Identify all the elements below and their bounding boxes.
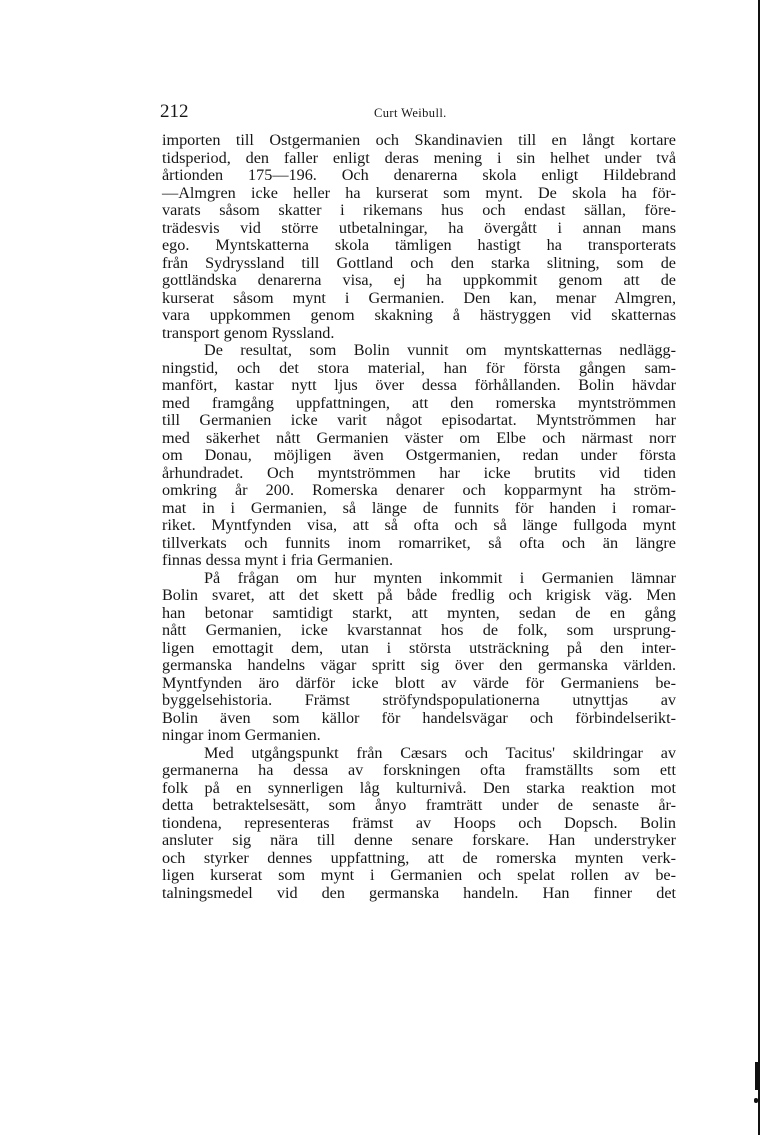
text-line: detta betraktelsesätt, som ånyo framträtt under de senaste år- [162, 796, 676, 814]
text-line: ligen emottagit dem, utan i största utsträckning på den inter- [162, 638, 676, 657]
text-line: —Almgren icke heller ha kurserat som mynt. De skola ha för- [162, 183, 676, 202]
text-line: och styrker dennes uppfattning, att de romerska mynten verk- [162, 848, 676, 867]
scan-edge-mark [754, 1098, 758, 1103]
paragraph [162, 745, 676, 903]
paragraph [162, 132, 676, 342]
running-head: Curt Weibull. [374, 106, 447, 120]
page-number: 212 [160, 101, 189, 122]
text-line: Bolin svaret, att det skett på både fredlig och krigisk väg. Men [162, 586, 676, 604]
text-line: På frågan om hur mynten inkommit i Germanien lämnar [204, 568, 676, 587]
text-line: om Donau, möjligen även Ostgermanien, redan under första [162, 446, 676, 464]
text-line: folk på en synnerligen låg kulturnivå. Den starka reaktion mot [162, 778, 676, 797]
text-line: byggelsehistoria. Främst ströfyndspopulationerna utnyttjas av [162, 691, 676, 709]
text-line: ningstid, och det stora material, han för första gången sam- [162, 358, 676, 377]
body-text [162, 132, 676, 902]
text-line: århundradet. Och myntströmmen har icke brutits vid tiden [162, 463, 676, 482]
text-line: ansluter sig nära till denne senare forskare. Han understryker [162, 831, 676, 849]
text-line: omkring år 200. Romerska denarer och kopparmynt ha ström- [162, 481, 676, 499]
text-line: De resultat, som Bolin vunnit om myntskatternas nedlägg- [204, 341, 676, 359]
text-line: trädesvis vid större utbetalningar, ha övergått i annan mans [162, 218, 676, 237]
text-line: transport genom Ryssland. [162, 323, 335, 342]
text-line: gottländska denarerna visa, ej ha uppkommit genom att de [162, 271, 676, 289]
text-line: ligen kurserat som mynt i Germanien och spelat rollen av be- [162, 866, 676, 884]
text-line: talningsmedel vid den germanska handeln. Han finner det [162, 883, 676, 902]
scan-edge-mark [755, 1062, 758, 1090]
text-line: germanska handelns vägar spritt sig över den germanska världen. [162, 656, 676, 674]
text-line: årtionden 175—196. Och denarerna skola enligt Hildebrand [162, 166, 676, 184]
text-line: mat in i Germanien, så länge de funnits för handen i romar- [162, 498, 676, 517]
text-line: ningar inom Germanien. [162, 726, 321, 744]
text-line: till Germanien icke varit något episodartat. Myntströmmen har [162, 411, 676, 429]
text-line: Bolin även som källor för handelsvägar och förbindelserikt- [162, 708, 676, 727]
text-line: nått Germanien, icke kvarstannat hos de folk, som ursprung- [162, 621, 676, 639]
text-line: Myntfynden äro därför icke blott av värde för Germaniens be- [162, 673, 676, 692]
text-line: vara uppkommen genom skakning å hästryggen vid skatternas [162, 306, 676, 324]
text-line: han betonar samtidigt starkt, att mynten, sedan de en gång [162, 603, 676, 622]
text-line: tidsperiod, den faller enligt deras mening i sin helhet under två [162, 148, 676, 167]
text-line: varats såsom skatter i rikemans hus och endast sällan, före- [162, 201, 676, 219]
text-line: manfört, kastar nytt ljus över dessa förhållanden. Bolin hävdar [162, 376, 676, 394]
text-line: från Sydryssland till Gottland och den starka slitning, som de [162, 253, 676, 272]
text-line: riket. Myntfynden visa, att så ofta och så länge fullgoda mynt [162, 516, 676, 534]
text-line: kurserat såsom mynt i Germanien. Den kan, menar Almgren, [162, 288, 676, 307]
text-line: Med utgångspunkt från Cæsars och Tacitus' skildringar av [204, 743, 676, 762]
text-line: finnas dessa mynt i fria Germanien. [162, 551, 394, 569]
paragraph [162, 570, 676, 745]
text-line: tiondena, representeras främst av Hoops och Dopsch. Bolin [162, 813, 676, 832]
text-line: ego. Myntskatterna skola tämligen hastigt ha transporterats [162, 236, 676, 254]
text-line: med säkerhet nått Germanien väster om Elbe och närmast norr [162, 428, 676, 447]
text-line: germanerna ha dessa av forskningen ofta framställts som ett [162, 761, 676, 779]
text-line: tillverkats och funnits inom romarriket, så ofta och än längre [162, 533, 676, 552]
text-line: med framgång uppfattningen, att den romerska myntströmmen [162, 393, 676, 412]
text-line: importen till Ostgermanien och Skandinavien till en långt kortare [162, 131, 676, 149]
paragraph [162, 342, 676, 570]
